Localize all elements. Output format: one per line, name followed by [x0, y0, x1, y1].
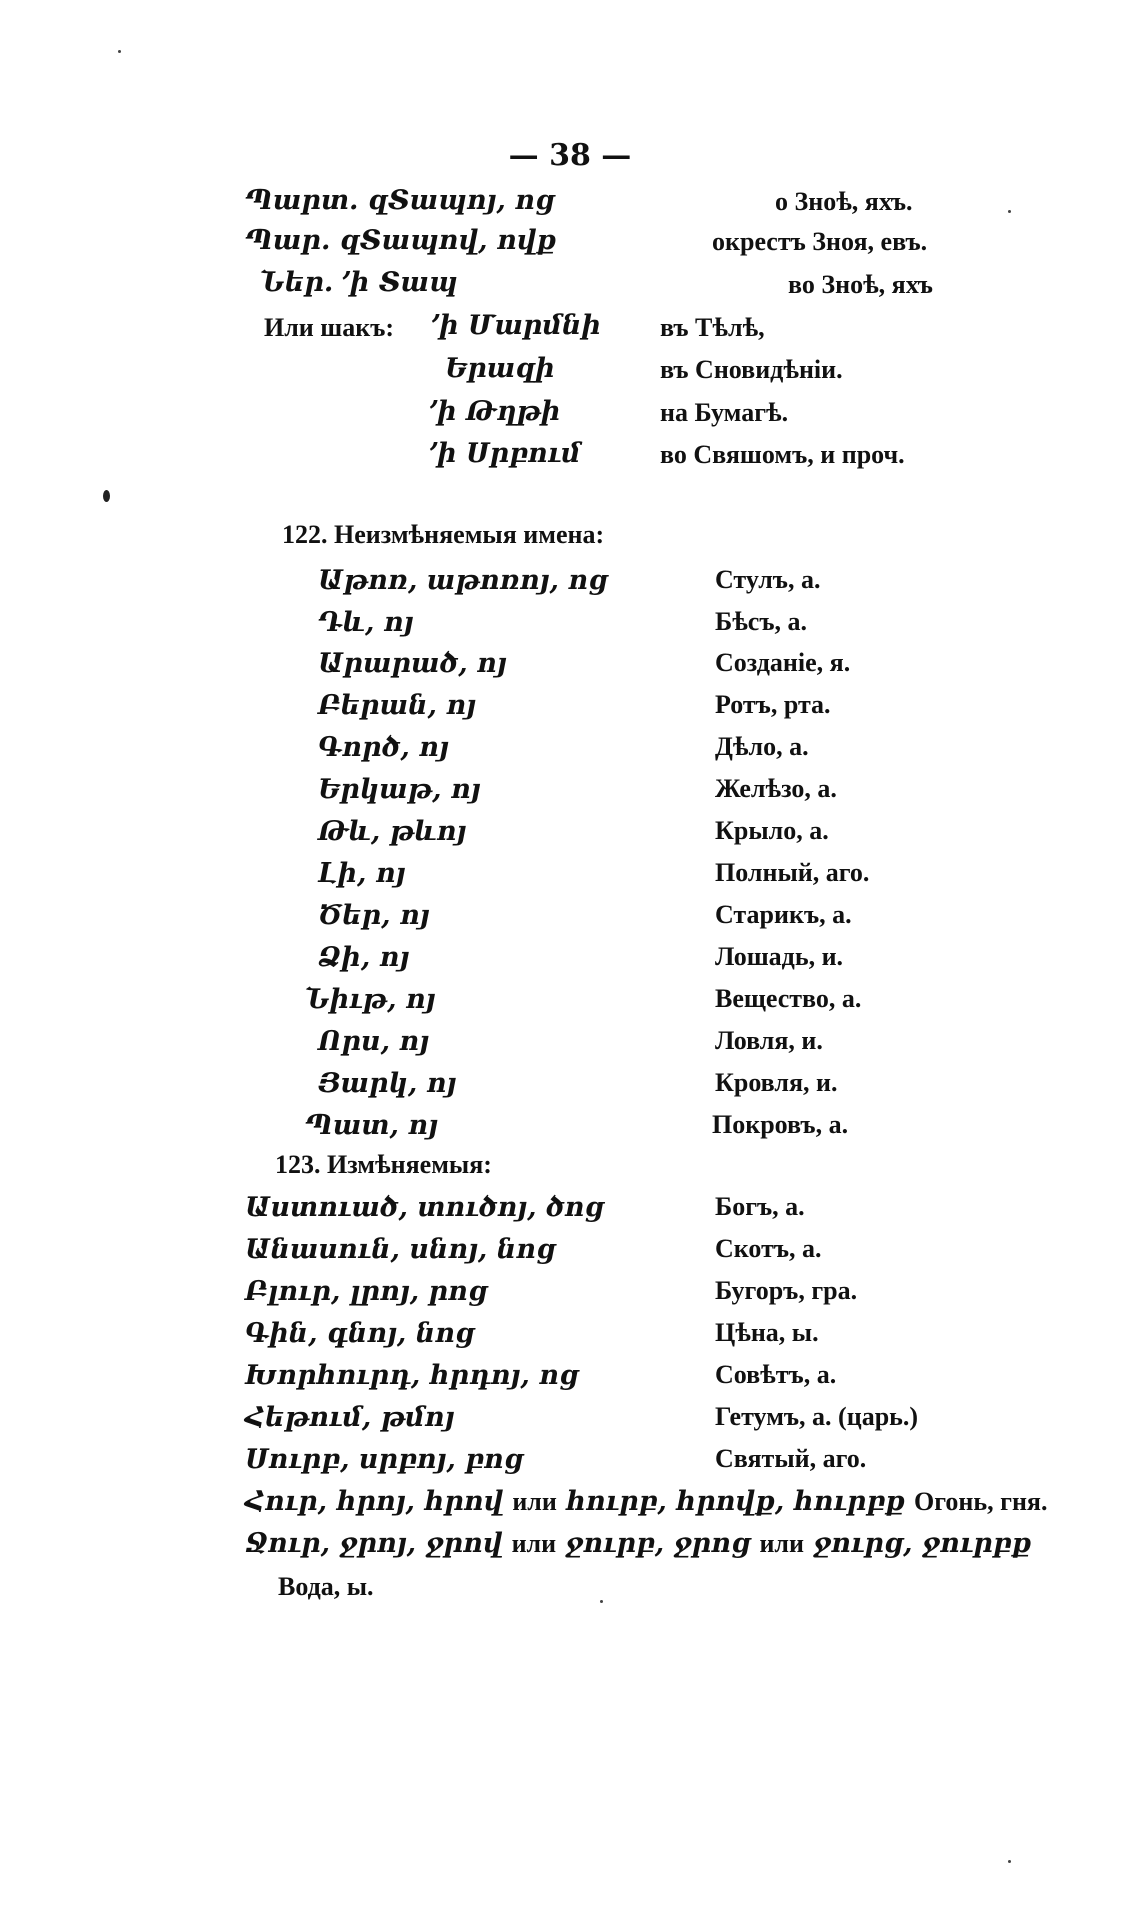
noun-arm: Դև, ոյ [318, 607, 414, 638]
water-forms-1: Ջուր, ջրոյ, ջրով [245, 1528, 503, 1559]
noun-arm: Աստուած, տուծոյ, ծոց [245, 1192, 604, 1223]
fire-or: или [512, 1487, 557, 1516]
noun-arm: Հեթում, թմոյ [245, 1402, 455, 1433]
noun-ru: Ловля, и. [715, 1026, 823, 1055]
noun-arm: Սուրբ, սրբոյ, բոց [245, 1444, 524, 1475]
noun-ru: Святый, аго. [715, 1444, 867, 1473]
water-or-2: или [759, 1529, 804, 1558]
print-mark [1008, 210, 1011, 213]
noun-ru: Бугоръ, гра. [715, 1276, 858, 1305]
print-mark [1008, 1860, 1011, 1863]
noun-ru: Цѣна, ы. [715, 1318, 819, 1347]
also-row-ru: въ Тѣлѣ, [660, 313, 765, 342]
noun-arm: Անասուն, սնոյ, նոց [245, 1234, 556, 1265]
noun-ru: Бѣсъ, а. [715, 607, 807, 636]
noun-ru: Богъ, а. [715, 1192, 805, 1221]
noun-arm: Բերան, ոյ [318, 690, 476, 721]
noun-arm: Արարած, ոյ [318, 648, 507, 679]
noun-ru: Созданіе, я. [715, 648, 851, 677]
noun-arm: Որս, ոյ [318, 1026, 430, 1057]
noun-ru: Крыло, а. [715, 816, 829, 845]
noun-ru: Скотъ, а. [715, 1234, 822, 1263]
case-row-arm: Պարտ․ զՏապոյ, ոց [245, 185, 555, 216]
noun-arm: Լի, ոյ [318, 858, 406, 889]
page-number: — 38 — [508, 138, 632, 173]
water-forms-3: ջուրց, ջուրբք [813, 1528, 1032, 1559]
noun-ru: Совѣтъ, а. [715, 1360, 837, 1389]
water-line [245, 1528, 1031, 1559]
noun-arm: Երկաթ, ոյ [318, 774, 481, 805]
noun-arm: Ձի, ոյ [318, 942, 410, 973]
noun-ru: Стулъ, а. [715, 565, 821, 594]
also-row-arm: ՚ի Թղթի [430, 396, 561, 427]
noun-arm: Գին, գնոյ, նոց [245, 1318, 475, 1349]
noun-arm: Թև, թևոյ [318, 816, 467, 847]
also-row-ru: въ Сновидѣніи. [660, 355, 843, 384]
also-label: Или шакъ: [264, 313, 395, 342]
also-row-ru: на Бумагѣ. [660, 398, 789, 427]
fire-forms-1: Հուր, հրոյ, հրով [245, 1486, 504, 1517]
water-forms-2: ջուրբ, ջրոց [565, 1528, 751, 1559]
also-row-arm: Երազի [445, 353, 555, 384]
noun-arm: Գործ, ոյ [318, 732, 449, 763]
noun-arm: Բլուր, լրոյ, րոց [245, 1276, 488, 1307]
section-122-heading: 122. Неизмѣняемыя имена: [282, 520, 605, 549]
noun-arm: Աթոռ, աթոռոյ, ոց [318, 565, 608, 596]
noun-arm: Նիւթ, ոյ [305, 984, 436, 1015]
case-row-ru: окрестъ Зноя, евъ. [712, 227, 928, 256]
fire-ru: Огонь, гня. [914, 1487, 1048, 1516]
case-row-arm: Ներ․ ՚ի Տապ [260, 267, 458, 298]
case-row-ru: о Зноѣ, яхъ. [775, 187, 913, 216]
noun-ru: Старикъ, а. [715, 900, 852, 929]
fire-forms-2: հուրբ, հրովք, հուրբք [565, 1486, 905, 1517]
noun-ru: Гетумъ, а. (царь.) [715, 1402, 919, 1431]
noun-ru: Кровля, и. [715, 1068, 838, 1097]
also-row-arm: ՚ի Մարմնի [432, 310, 601, 341]
water-ru: Вода, ы. [278, 1572, 374, 1601]
noun-ru: Покровъ, а. [712, 1110, 849, 1139]
case-row-arm: Պար․ զՏապով, ովք [245, 225, 557, 256]
noun-arm: Ծեր, ոյ [318, 900, 430, 931]
case-row-ru: во Зноѣ, яхъ [788, 270, 933, 299]
water-or-1: или [511, 1529, 557, 1558]
noun-ru: Полный, аго. [715, 858, 870, 887]
print-mark [600, 1600, 603, 1603]
also-row-ru: во Свяшомъ, и проч. [660, 440, 905, 469]
noun-arm: Յարկ, ոյ [318, 1068, 457, 1099]
noun-ru: Вещество, а. [715, 984, 862, 1013]
noun-ru: Ротъ, рта. [715, 690, 831, 719]
section-123-heading: 123. Измѣняемыя: [275, 1150, 492, 1179]
print-mark [118, 50, 121, 53]
noun-ru: Дѣло, а. [715, 732, 809, 761]
also-row-arm: ՚ի Սրբում [430, 438, 581, 469]
fire-line [245, 1486, 1048, 1517]
noun-ru: Желѣзо, а. [715, 774, 837, 803]
noun-arm: Խորհուրդ, հրդոյ, ոց [245, 1360, 579, 1391]
print-mark [103, 490, 110, 502]
noun-arm: Պատ, ոյ [305, 1110, 438, 1141]
noun-ru: Лошадь, и. [715, 942, 844, 971]
